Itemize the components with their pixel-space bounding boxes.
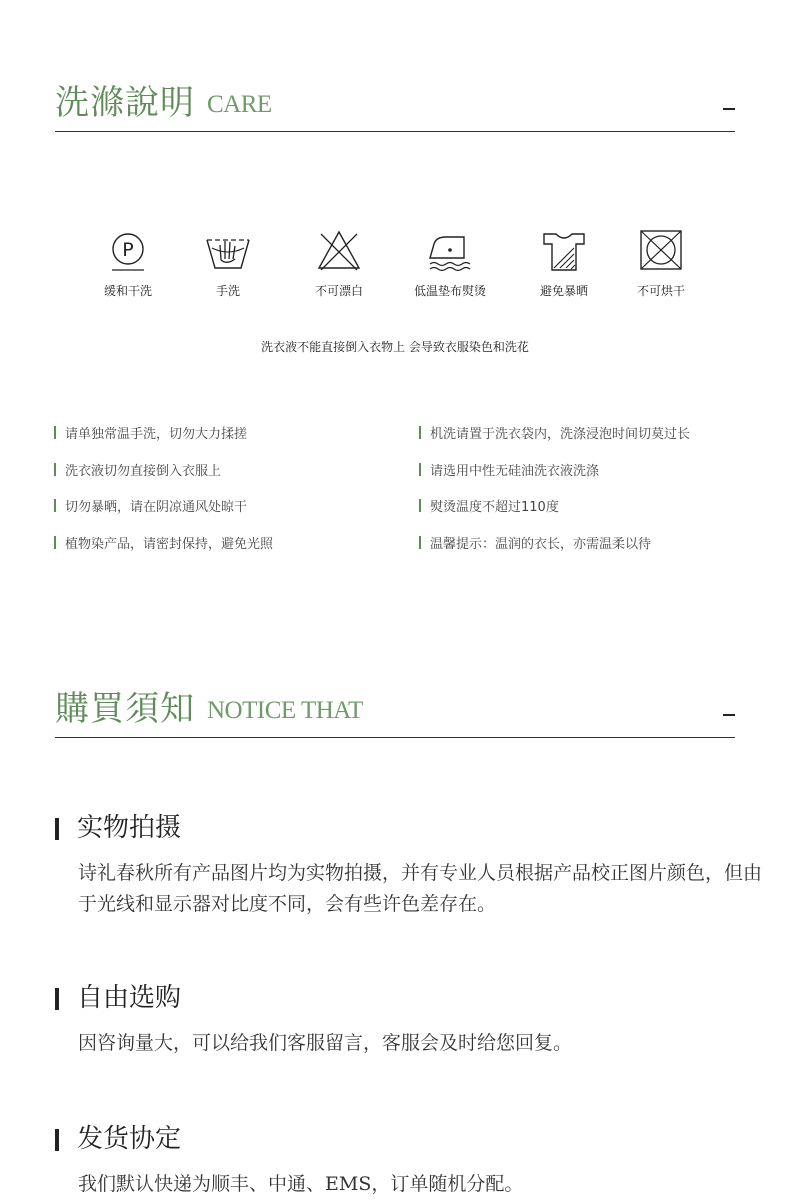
care-item	[509, 228, 619, 299]
notice-body: 因咨询量大，可以给我们客服留言，客服会及时给您回复。	[78, 1032, 573, 1054]
care-tip: 切勿暴晒，请在阴凉通风处晾干	[54, 496, 394, 533]
care-title-cn: 洗滌說明	[55, 83, 195, 123]
divider	[55, 131, 735, 132]
no-bleach-icon	[315, 228, 363, 272]
notice-section-header	[55, 688, 735, 738]
notice-title-cn: 購買須知	[55, 689, 195, 729]
care-item	[606, 228, 716, 299]
care-icon-label: 不可漂白	[314, 284, 363, 298]
care-section-header	[55, 82, 735, 132]
care-tips-left	[54, 423, 394, 569]
notice-item	[55, 810, 765, 920]
care-warning: 洗衣液不能直接倒入衣物上 会导致衣服染色和洗花	[261, 340, 529, 354]
care-icon-label: 低温垫布熨烫	[413, 284, 486, 298]
notice-item	[55, 1121, 765, 1200]
notice-title: 自由选购	[55, 980, 765, 1016]
care-icon-label: 缓和干洗	[103, 284, 152, 298]
hand-wash-icon	[204, 228, 252, 272]
shade-dry-icon	[540, 228, 588, 272]
care-title-en: CARE	[207, 91, 272, 118]
care-item	[73, 228, 183, 299]
notice-body: 诗礼春秋所有产品图片均为实物拍摄，并有专业人员根据产品校正图片颜色，但由于光线和显示器对比度不同，会有些许色差存在。	[78, 862, 763, 915]
care-icons-row	[0, 228, 790, 308]
collapse-dash-icon[interactable]	[723, 714, 735, 716]
care-tips-right	[419, 423, 759, 569]
care-icon-label: 手洗	[215, 284, 240, 298]
notice-title: 发货协定	[55, 1121, 765, 1157]
care-tip: 温馨提示：温润的衣长，亦需温柔以待	[419, 533, 759, 570]
care-icon-label: 避免暴晒	[539, 284, 588, 298]
notice-item	[55, 980, 765, 1059]
notice-title: 实物拍摄	[55, 810, 765, 846]
care-tip: 熨烫温度不超过110度	[419, 496, 759, 533]
care-item	[395, 228, 505, 299]
care-item	[284, 228, 394, 299]
divider	[55, 737, 735, 738]
iron-icon	[426, 228, 474, 272]
care-tip: 请单独常温手洗，切勿大力揉搓	[54, 423, 394, 460]
care-tip: 请选用中性无硅油洗衣液洗涤	[419, 460, 759, 497]
care-tip: 机洗请置于洗衣袋内，洗涤浸泡时间切莫过长	[419, 423, 759, 460]
care-tip: 洗衣液切勿直接倒入衣服上	[54, 460, 394, 497]
care-item	[173, 228, 283, 299]
svg-text:P: P	[122, 239, 134, 261]
care-tip: 植物染产品，请密封保持，避免光照	[54, 533, 394, 570]
collapse-dash-icon[interactable]	[723, 108, 735, 110]
no-tumble-dry-icon	[637, 228, 685, 272]
notice-body: 我们默认快递为顺丰、中通、EMS，订单随机分配。	[78, 1173, 524, 1195]
p-circle-icon	[106, 228, 150, 272]
care-icon-label: 不可烘干	[636, 284, 685, 298]
notice-title-en: NOTICE THAT	[207, 697, 363, 724]
